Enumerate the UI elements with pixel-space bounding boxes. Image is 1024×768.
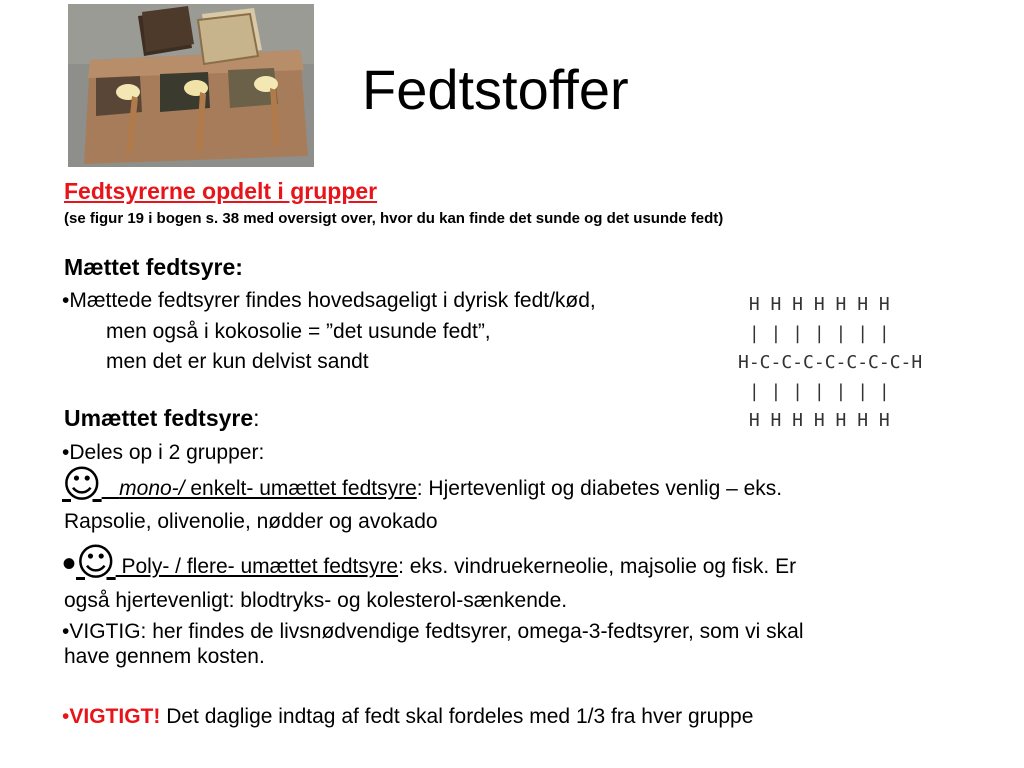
important-text: Det daglige indtag af fedt skal fordeles med 1/3 fra hver gruppe bbox=[160, 705, 754, 728]
important-note bbox=[62, 705, 753, 729]
slide-title: Fedtstoffer bbox=[362, 58, 629, 121]
fatty-acid-structural-formula: H H H H H H H | | | | | | | H-C-C-C-C-C-C-C-H | | | | | | | H H H H H H H bbox=[738, 294, 923, 431]
bread-butter-photo bbox=[68, 4, 314, 167]
important-label: VIGTIGT! bbox=[69, 705, 161, 728]
groups-note: (se figur 19 i bogen s. 38 med oversigt over, hvor du kan finde det sunde og det usunde fedt) bbox=[64, 210, 724, 227]
saturated-line-1: •Mættede fedtsyrer findes hovedsageligt i dyrisk fedt/kød, bbox=[62, 289, 596, 312]
mono-unsaturated-line bbox=[62, 462, 782, 506]
poly-description: : eks. vindruekerneolie, majsolie og fisk. Er bbox=[398, 555, 797, 578]
vigtig-line-1: •VIGTIG: her findes de livsnødvendige fedtsyrer, omega-3-fedtsyrer, som vi skal bbox=[62, 620, 804, 643]
unsaturated-heading bbox=[64, 405, 260, 432]
unsaturated-line-1: •Deles op i 2 grupper: bbox=[62, 441, 265, 464]
poly-benefits: også hjertevenligt: blodtryks- og kolesterol-sænkende. bbox=[64, 589, 568, 612]
mono-term: enkelt- umættet fedtsyre bbox=[184, 477, 417, 500]
smiley-icon: ☺ bbox=[62, 462, 102, 506]
mono-examples: Rapsolie, olivenolie, nødder og avokado bbox=[64, 510, 438, 533]
mono-term-italic: mono-/ bbox=[119, 477, 185, 500]
bullet-icon: • bbox=[62, 542, 77, 586]
groups-heading: Fedtsyrerne opdelt i grupper bbox=[64, 178, 378, 204]
bullet-icon: • bbox=[62, 705, 70, 728]
vigtig-line-2: have gennem kosten. bbox=[64, 645, 265, 668]
mono-description: : Hjertevenligt og diabetes venlig – eks. bbox=[416, 477, 783, 500]
saturated-line-3: men det er kun delvist sandt bbox=[106, 350, 369, 373]
unsaturated-heading-colon: : bbox=[253, 405, 260, 431]
saturated-line-2: men også i kokosolie = ”det usunde fedt”, bbox=[106, 320, 491, 343]
poly-unsaturated-line bbox=[62, 540, 796, 587]
unsaturated-heading-label: Umættet fedtsyre bbox=[64, 405, 254, 431]
mono-gap bbox=[102, 477, 120, 500]
bread-butter-illustration bbox=[68, 4, 314, 167]
saturated-heading: Mættet fedtsyre: bbox=[64, 254, 243, 280]
smiley-icon: ☺ bbox=[76, 540, 116, 584]
poly-term: Poly- / flere- umættet fedtsyre bbox=[115, 555, 399, 578]
